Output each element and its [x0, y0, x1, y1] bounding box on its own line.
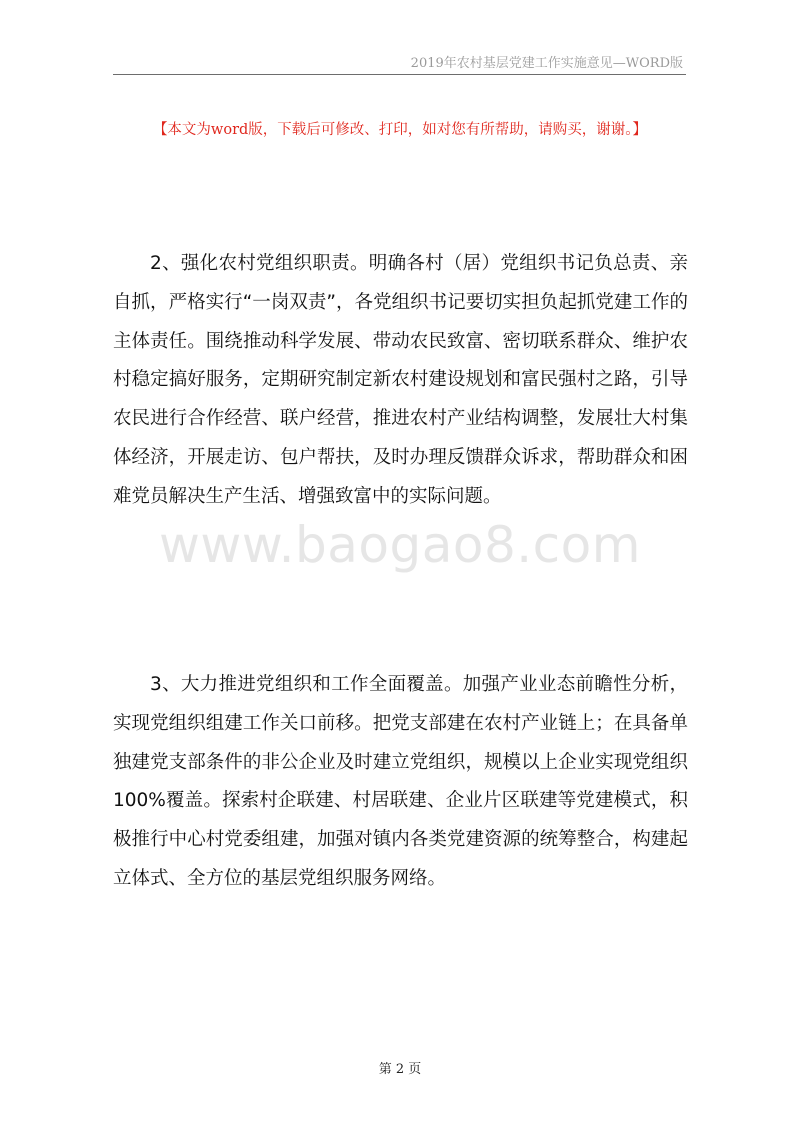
purchase-notice: 【本文为word版，下载后可修改、打印，如对您有所帮助，请购买，谢谢。】: [152, 122, 648, 138]
watermark: www.baogao8.com: [159, 516, 641, 574]
running-header: 2019年农村基层党建工作实施意见—WORD版: [410, 56, 683, 71]
paragraph-3: 3、大力推进党组织和工作全面覆盖。加强产业业态前瞻性分析，实现党组织组建工作关口前移。把党支部建在农村产业链上；在具备单独建党支部条件的非公企业及时建立党组织，规模以上企业实现党组织 100%覆盖。探索村企联建、村居联建、企业片区联建等党建模式，积极推行中心村党委组建，加强对镇内各类党建资源的统筹整合，构建起立体式、全方位的基层党组织服务网络。: [113, 674, 688, 889]
paragraph-2: 2、强化农村党组织职责。明确各村（居）党组织书记负总责、亲自抓，严格实行“一岗双责”，各党组织书记要切实担负起抓党建工作的主体责任。围绕推动科学发展、带动农民致富、密切联系群众、维护农村稳定搞好服务，定期研究制定新农村建设规划和富民强村之路，引导农民进行合作经营、联户经营，推进农村产业结构调整，发展壮大村集体经济，开展走访、包户帮扶，及时办理反馈群众诉求，帮助群众和困难党员解决生产生活、增强致富中的实际问题。: [113, 253, 688, 507]
page-number: 第 2 页: [378, 1062, 422, 1077]
header-divider: [113, 74, 686, 75]
